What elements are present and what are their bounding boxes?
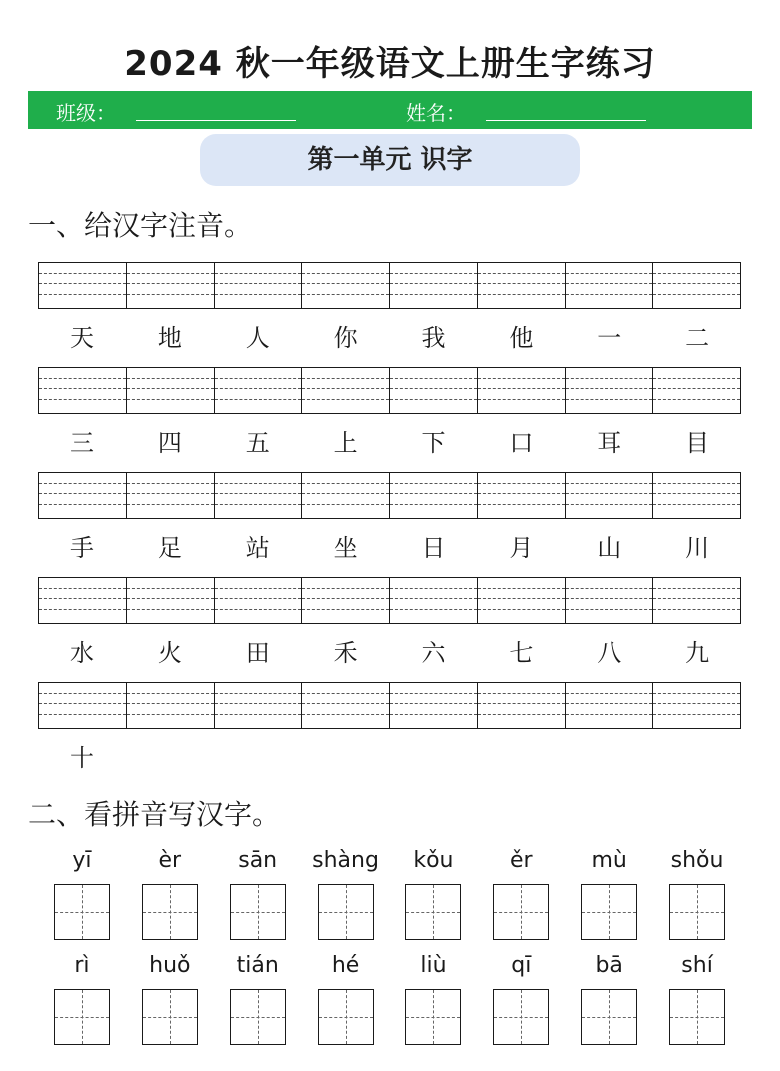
- pinyin-cell[interactable]: [39, 578, 127, 623]
- guide-line: [127, 378, 214, 379]
- unit-title: 第一单元 识字: [200, 134, 580, 186]
- pinyin-cell[interactable]: [478, 683, 566, 728]
- guide-line: [215, 483, 302, 484]
- tianzige-box[interactable]: [54, 989, 110, 1045]
- pinyin-cell[interactable]: [653, 473, 740, 518]
- guide-line: [653, 609, 740, 610]
- pinyin-cell[interactable]: [215, 263, 303, 308]
- guide-line: [390, 273, 477, 274]
- guide-line: [390, 378, 477, 379]
- pinyin-label: rì: [74, 953, 90, 978]
- hanzi-character: 手: [69, 534, 94, 562]
- guide-line: [302, 693, 389, 694]
- guide-line: [127, 273, 214, 274]
- character-row: [38, 741, 741, 775]
- guide-line: [478, 598, 565, 599]
- pinyin-label: sān: [238, 848, 278, 873]
- guide-line: [39, 283, 126, 284]
- guide-line: [478, 483, 565, 484]
- hanzi-character: [302, 741, 390, 775]
- guide-line: [478, 399, 565, 400]
- page-title: 2024 秋一年级语文上册生字练习: [124, 44, 656, 84]
- guide-line: [566, 703, 653, 704]
- guide-line: [390, 598, 477, 599]
- hanzi-character: [390, 741, 478, 775]
- hanzi-character: 川: [685, 534, 710, 562]
- pinyin-cell[interactable]: [39, 683, 127, 728]
- hanzi-character: 禾: [333, 639, 358, 667]
- guide-line: [302, 588, 389, 589]
- hanzi-character: 他: [509, 324, 534, 352]
- hanzi-character: 月: [509, 534, 534, 562]
- hanzi-character: [126, 741, 214, 775]
- guide-line: [566, 609, 653, 610]
- guide-line: [653, 294, 740, 295]
- guide-line: [39, 693, 126, 694]
- guide-line: [302, 283, 389, 284]
- guide-line: [390, 283, 477, 284]
- hanzi-character: 二: [685, 324, 710, 352]
- pinyin-cell[interactable]: [653, 683, 740, 728]
- hanzi-character: 一: [597, 324, 622, 352]
- hanzi-character: 耳: [597, 429, 622, 457]
- pinyin-writing-grid[interactable]: [38, 682, 741, 729]
- tianzige-box[interactable]: [581, 884, 637, 940]
- pinyin-cell[interactable]: [302, 683, 390, 728]
- guide-line: [127, 283, 214, 284]
- character-row: [38, 531, 741, 565]
- hanzi-character: 人: [245, 324, 270, 352]
- hanzi-character: 目: [685, 429, 710, 457]
- pinyin-label: liù: [420, 953, 447, 978]
- pinyin-cell[interactable]: [653, 578, 740, 623]
- guide-line: [215, 609, 302, 610]
- guide-line: [478, 378, 565, 379]
- guide-line: [653, 693, 740, 694]
- guide-line: [653, 399, 740, 400]
- guide-line: [215, 388, 302, 389]
- pinyin-cell[interactable]: [127, 473, 215, 518]
- pinyin-label: kǒu: [413, 848, 454, 873]
- guide-line: [302, 399, 389, 400]
- guide-line: [478, 388, 565, 389]
- pinyin-cell[interactable]: [390, 263, 478, 308]
- guide-line: [653, 483, 740, 484]
- pinyin-label: huǒ: [149, 953, 191, 978]
- pinyin-row: [38, 951, 741, 981]
- guide-line: [302, 273, 389, 274]
- guide-line: [127, 598, 214, 599]
- pinyin-label: mù: [591, 848, 627, 873]
- guide-line: [302, 609, 389, 610]
- pinyin-cell[interactable]: [215, 683, 303, 728]
- pinyin-cell[interactable]: [302, 473, 390, 518]
- guide-line: [478, 609, 565, 610]
- tianzige-box[interactable]: [405, 884, 461, 940]
- hanzi-character: 天: [69, 324, 94, 352]
- tianzige-box[interactable]: [581, 989, 637, 1045]
- hanzi-character: 口: [509, 429, 534, 457]
- guide-line: [39, 714, 126, 715]
- hanzi-character: 日: [421, 534, 446, 562]
- guide-line: [478, 703, 565, 704]
- guide-line: [653, 388, 740, 389]
- character-row: [38, 321, 741, 355]
- guide-line: [39, 273, 126, 274]
- pinyin-label: shǒu: [670, 848, 724, 873]
- section1-heading: 一、给汉字注音。: [28, 209, 253, 242]
- guide-line: [127, 504, 214, 505]
- guide-line: [653, 273, 740, 274]
- pinyin-label: èr: [158, 848, 182, 873]
- guide-line: [39, 598, 126, 599]
- hanzi-character: 七: [509, 639, 534, 667]
- guide-line: [566, 493, 653, 494]
- pinyin-cell[interactable]: [39, 368, 127, 413]
- tianzige-box[interactable]: [669, 989, 725, 1045]
- guide-line: [390, 399, 477, 400]
- guide-line: [302, 294, 389, 295]
- pinyin-cell[interactable]: [390, 473, 478, 518]
- guide-line: [302, 493, 389, 494]
- hanzi-character: 十: [69, 744, 94, 772]
- pinyin-cell[interactable]: [390, 578, 478, 623]
- guide-line: [653, 714, 740, 715]
- tianzige-box[interactable]: [54, 884, 110, 940]
- guide-line: [39, 504, 126, 505]
- class-field[interactable]: [136, 120, 296, 121]
- guide-line: [39, 588, 126, 589]
- hanzi-character: 坐: [333, 534, 358, 562]
- guide-line: [39, 609, 126, 610]
- hanzi-character: 三: [69, 429, 94, 457]
- guide-line: [215, 588, 302, 589]
- pinyin-label: shàng: [312, 848, 379, 873]
- hanzi-character: 站: [245, 534, 270, 562]
- guide-line: [302, 714, 389, 715]
- pinyin-cell[interactable]: [127, 368, 215, 413]
- pinyin-cell[interactable]: [566, 263, 654, 308]
- guide-line: [215, 283, 302, 284]
- hanzi-character: 我: [421, 324, 446, 352]
- tianzige-box[interactable]: [405, 989, 461, 1045]
- guide-line: [215, 598, 302, 599]
- guide-line: [127, 588, 214, 589]
- hanzi-character: [565, 741, 653, 775]
- hanzi-character: 八: [597, 639, 622, 667]
- pinyin-cell[interactable]: [215, 578, 303, 623]
- guide-line: [39, 294, 126, 295]
- guide-line: [390, 588, 477, 589]
- guide-line: [127, 693, 214, 694]
- hanzi-character: 火: [157, 639, 182, 667]
- guide-line: [39, 703, 126, 704]
- guide-line: [390, 693, 477, 694]
- pinyin-cell[interactable]: [478, 473, 566, 518]
- guide-line: [127, 714, 214, 715]
- guide-line: [39, 388, 126, 389]
- guide-line: [653, 283, 740, 284]
- guide-line: [39, 399, 126, 400]
- guide-line: [302, 598, 389, 599]
- guide-line: [390, 483, 477, 484]
- hanzi-character: 四: [157, 429, 182, 457]
- pinyin-cell[interactable]: [39, 263, 127, 308]
- hanzi-character: [653, 741, 741, 775]
- guide-line: [390, 703, 477, 704]
- hanzi-character: 九: [685, 639, 710, 667]
- guide-line: [478, 588, 565, 589]
- guide-line: [215, 693, 302, 694]
- pinyin-cell[interactable]: [653, 368, 740, 413]
- guide-line: [566, 388, 653, 389]
- guide-line: [127, 399, 214, 400]
- pinyin-label: yī: [72, 848, 92, 873]
- guide-line: [653, 493, 740, 494]
- guide-line: [566, 294, 653, 295]
- pinyin-cell[interactable]: [127, 578, 215, 623]
- student-info-bar: [28, 91, 752, 129]
- tianzige-box[interactable]: [669, 884, 725, 940]
- tianzige-box[interactable]: [318, 989, 374, 1045]
- hanzi-character: 五: [245, 429, 270, 457]
- hanzi-character: 山: [597, 534, 622, 562]
- pinyin-cell[interactable]: [127, 263, 215, 308]
- name-label: 姓名：: [406, 101, 466, 125]
- guide-line: [478, 693, 565, 694]
- guide-line: [653, 703, 740, 704]
- tianzige-box[interactable]: [318, 884, 374, 940]
- guide-line: [215, 714, 302, 715]
- guide-line: [566, 693, 653, 694]
- character-row: [38, 636, 741, 670]
- guide-line: [302, 703, 389, 704]
- pinyin-cell[interactable]: [215, 473, 303, 518]
- guide-line: [302, 388, 389, 389]
- guide-line: [566, 504, 653, 505]
- guide-line: [478, 283, 565, 284]
- pinyin-cell[interactable]: [302, 368, 390, 413]
- pinyin-label: bā: [595, 953, 623, 978]
- tianzige-box[interactable]: [493, 884, 549, 940]
- guide-line: [127, 703, 214, 704]
- hanzi-character: [214, 741, 302, 775]
- guide-line: [478, 493, 565, 494]
- tianzige-box[interactable]: [230, 989, 286, 1045]
- guide-line: [39, 483, 126, 484]
- section2-heading: 二、看拼音写汉字。: [28, 798, 281, 831]
- pinyin-cell[interactable]: [566, 473, 654, 518]
- guide-line: [127, 294, 214, 295]
- guide-line: [127, 483, 214, 484]
- pinyin-cell[interactable]: [390, 683, 478, 728]
- tianzige-box[interactable]: [230, 884, 286, 940]
- pinyin-row: [38, 846, 741, 876]
- guide-line: [566, 588, 653, 589]
- guide-line: [215, 294, 302, 295]
- name-field[interactable]: [486, 120, 646, 121]
- guide-line: [653, 378, 740, 379]
- pinyin-writing-grid[interactable]: [38, 367, 741, 414]
- pinyin-cell[interactable]: [478, 578, 566, 623]
- guide-line: [215, 493, 302, 494]
- guide-line: [566, 273, 653, 274]
- guide-line: [653, 588, 740, 589]
- guide-line: [127, 388, 214, 389]
- pinyin-cell[interactable]: [653, 263, 740, 308]
- guide-line: [566, 483, 653, 484]
- pinyin-cell[interactable]: [566, 683, 654, 728]
- pinyin-cell[interactable]: [302, 578, 390, 623]
- guide-line: [566, 283, 653, 284]
- guide-line: [653, 598, 740, 599]
- guide-line: [566, 598, 653, 599]
- pinyin-cell[interactable]: [566, 578, 654, 623]
- tianzige-box[interactable]: [142, 989, 198, 1045]
- character-row: [38, 426, 741, 460]
- guide-line: [39, 493, 126, 494]
- hanzi-character: 你: [333, 324, 358, 352]
- pinyin-writing-grid[interactable]: [38, 262, 741, 309]
- hanzi-character: [477, 741, 565, 775]
- guide-line: [390, 493, 477, 494]
- hanzi-character: 地: [157, 324, 182, 352]
- pinyin-label: qī: [511, 953, 532, 978]
- guide-line: [478, 714, 565, 715]
- hanzi-character: 六: [421, 639, 446, 667]
- pinyin-label: hé: [331, 953, 360, 978]
- guide-line: [478, 504, 565, 505]
- pinyin-cell[interactable]: [390, 368, 478, 413]
- pinyin-writing-grid[interactable]: [38, 472, 741, 519]
- guide-line: [215, 378, 302, 379]
- pinyin-cell[interactable]: [478, 263, 566, 308]
- guide-line: [39, 378, 126, 379]
- hanzi-character: 水: [69, 639, 94, 667]
- guide-line: [478, 294, 565, 295]
- class-label: 班级：: [56, 101, 116, 125]
- guide-line: [566, 378, 653, 379]
- tianzige-box[interactable]: [493, 989, 549, 1045]
- guide-line: [302, 378, 389, 379]
- hanzi-character: 下: [421, 429, 446, 457]
- guide-line: [215, 504, 302, 505]
- guide-line: [390, 388, 477, 389]
- guide-line: [390, 294, 477, 295]
- guide-line: [215, 399, 302, 400]
- guide-line: [302, 504, 389, 505]
- hanzi-character: 足: [157, 534, 182, 562]
- tianzige-box[interactable]: [142, 884, 198, 940]
- guide-line: [566, 714, 653, 715]
- pinyin-writing-grid[interactable]: [38, 577, 741, 624]
- guide-line: [127, 609, 214, 610]
- guide-line: [653, 504, 740, 505]
- pinyin-cell[interactable]: [39, 473, 127, 518]
- pinyin-cell[interactable]: [127, 683, 215, 728]
- pinyin-label: tián: [236, 953, 279, 978]
- guide-line: [127, 493, 214, 494]
- guide-line: [390, 609, 477, 610]
- pinyin-cell[interactable]: [302, 263, 390, 308]
- guide-line: [566, 399, 653, 400]
- guide-line: [302, 483, 389, 484]
- guide-line: [215, 273, 302, 274]
- guide-line: [390, 714, 477, 715]
- guide-line: [478, 273, 565, 274]
- pinyin-cell[interactable]: [478, 368, 566, 413]
- guide-line: [390, 504, 477, 505]
- pinyin-cell[interactable]: [566, 368, 654, 413]
- pinyin-label: shí: [681, 953, 713, 978]
- guide-line: [215, 703, 302, 704]
- pinyin-label: ěr: [510, 848, 533, 873]
- pinyin-cell[interactable]: [215, 368, 303, 413]
- hanzi-character: 上: [333, 429, 358, 457]
- hanzi-character: 田: [245, 639, 270, 667]
